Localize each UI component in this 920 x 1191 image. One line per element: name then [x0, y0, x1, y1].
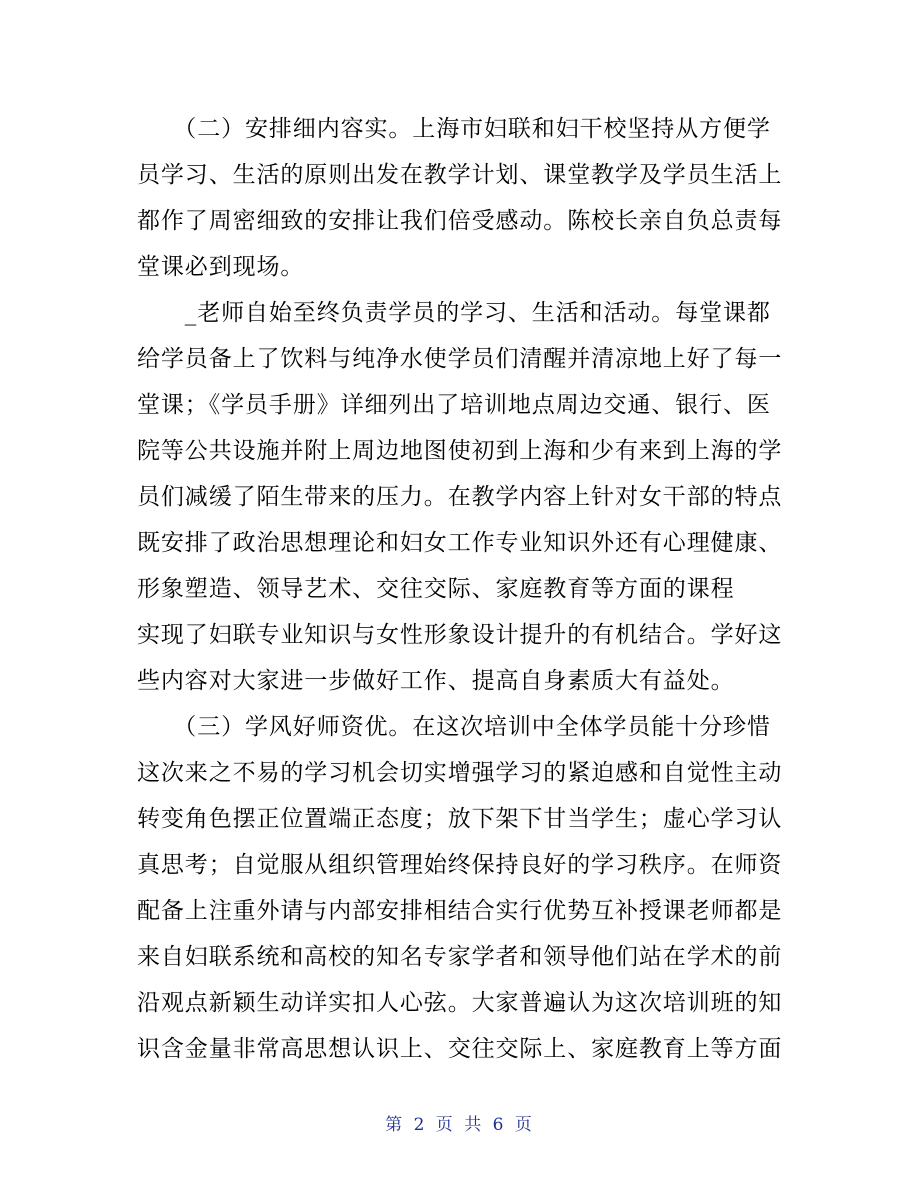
text-line: 都作了周密细致的安排让我们倍受感动。陈校长亲自负总责每 — [137, 208, 783, 234]
text-line: _老师自始至终负责学员的学习、生活和活动。每堂课都 — [137, 300, 771, 326]
text-line: 员学习、生活的原则出发在教学计划、课堂教学及学员生活上 — [137, 162, 783, 188]
text-line: （二）安排细内容实。上海市妇联和妇干校坚持从方便学 — [137, 116, 771, 142]
text-line: 转变角色摆正位置端正态度；放下架下甘当学生；虚心学习认 — [137, 806, 783, 832]
text-line: 院等公共设施并附上周边地图使初到上海和少有来到上海的学 — [137, 438, 783, 464]
text-line: 员们减缓了陌生带来的压力。在教学内容上针对女干部的特点 — [137, 484, 783, 510]
text-line: 沿观点新颖生动详实扣人心弦。大家普遍认为这次培训班的知 — [137, 990, 783, 1016]
document-body — [137, 106, 787, 1072]
text-line: （三）学风好师资优。在这次培训中全体学员能十分珍惜 — [137, 714, 771, 740]
text-line: 堂课必到现场。 — [137, 254, 305, 280]
text-line: 堂课；《学员手册》详细列出了培训地点周边交通、银行、医 — [137, 392, 771, 418]
text-line: 这次来之不易的学习机会切实增强学习的紧迫感和自觉性主动 — [137, 760, 783, 786]
text-line: 来自妇联系统和高校的知名专家学者和领导他们站在学术的前 — [137, 944, 783, 970]
text-line: 些内容对大家进一步做好工作、提高自身素质大有益处。 — [137, 668, 735, 694]
text-line: 既安排了政治思想理论和妇女工作专业知识外还有心理健康、 — [137, 530, 783, 556]
text-line: 实现了妇联专业知识与女性形象设计提升的有机结合。学好这 — [137, 622, 783, 648]
text-line: 配备上注重外请与内部安排相结合实行优势互补授课老师都是 — [137, 898, 783, 924]
text-line: 识含金量非常高思想认识上、交往交际上、家庭教育上等方面 — [137, 1036, 783, 1062]
text-line: 给学员备上了饮料与纯净水使学员们清醒并清凉地上好了每一 — [137, 346, 783, 372]
text-line: 形象塑造、领导艺术、交往交际、家庭教育等方面的课程 — [137, 576, 735, 602]
text-line: 真思考；自觉服从组织管理始终保持良好的学习秩序。在师资 — [137, 852, 783, 878]
page-number-footer: 第 2 页 共 6 页 — [385, 1115, 535, 1135]
